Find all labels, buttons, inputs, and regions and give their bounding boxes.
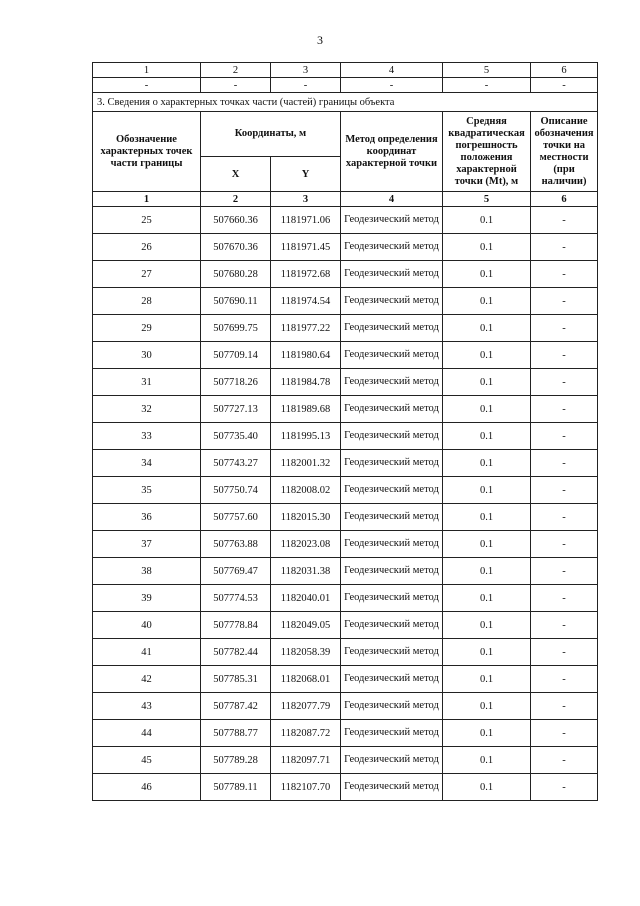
method-cell: Геодезический метод — [341, 261, 443, 288]
description-cell: - — [531, 450, 598, 477]
dash-cell: - — [271, 78, 341, 93]
x-coordinate: 507743.27 — [201, 450, 271, 477]
table-row — [93, 666, 598, 693]
table-row — [93, 558, 598, 585]
point-number: 30 — [93, 342, 201, 369]
method-cell: Геодезический метод — [341, 747, 443, 774]
description-cell: - — [531, 774, 598, 801]
section-title-row — [93, 93, 598, 112]
column-number: 4 — [341, 192, 443, 207]
error-cell: 0.1 — [443, 774, 531, 801]
error-cell: 0.1 — [443, 639, 531, 666]
x-coordinate: 507789.11 — [201, 774, 271, 801]
column-number: 5 — [443, 192, 531, 207]
x-coordinate: 507778.84 — [201, 612, 271, 639]
description-cell: - — [531, 477, 598, 504]
point-number: 34 — [93, 450, 201, 477]
point-number: 33 — [93, 423, 201, 450]
description-cell: - — [531, 720, 598, 747]
top-table-header-row — [93, 63, 598, 78]
x-coordinate: 507788.77 — [201, 720, 271, 747]
method-cell: Геодезический метод — [341, 315, 443, 342]
point-number: 27 — [93, 261, 201, 288]
y-coordinate: 1182049.05 — [271, 612, 341, 639]
error-cell: 0.1 — [443, 369, 531, 396]
point-number: 28 — [93, 288, 201, 315]
error-cell: 0.1 — [443, 315, 531, 342]
description-cell: - — [531, 315, 598, 342]
table-row — [93, 315, 598, 342]
error-cell: 0.1 — [443, 666, 531, 693]
table-row — [93, 720, 598, 747]
table-row — [93, 342, 598, 369]
description-cell: - — [531, 666, 598, 693]
column-numbers-row — [93, 192, 598, 207]
point-number: 29 — [93, 315, 201, 342]
table-row — [93, 423, 598, 450]
description-cell: - — [531, 207, 598, 234]
boundary-points-table — [92, 92, 598, 801]
error-cell: 0.1 — [443, 423, 531, 450]
y-coordinate: 1182001.32 — [271, 450, 341, 477]
table-row — [93, 531, 598, 558]
y-coordinate: 1182058.39 — [271, 639, 341, 666]
method-cell: Геодезический метод — [341, 720, 443, 747]
error-cell: 0.1 — [443, 693, 531, 720]
y-coordinate: 1181971.45 — [271, 234, 341, 261]
y-coordinate: 1182031.38 — [271, 558, 341, 585]
dash-cell: - — [443, 78, 531, 93]
table-row — [93, 396, 598, 423]
section-title: 3. Сведения о характерных точках части (частей) границы объекта — [93, 93, 598, 112]
error-cell: 0.1 — [443, 234, 531, 261]
method-cell: Геодезический метод — [341, 234, 443, 261]
method-cell: Геодезический метод — [341, 477, 443, 504]
method-cell: Геодезический метод — [341, 396, 443, 423]
description-cell: - — [531, 531, 598, 558]
error-cell: 0.1 — [443, 207, 531, 234]
description-cell: - — [531, 612, 598, 639]
x-coordinate: 507789.28 — [201, 747, 271, 774]
dash-cell: - — [341, 78, 443, 93]
method-cell: Геодезический метод — [341, 369, 443, 396]
x-coordinate: 507750.74 — [201, 477, 271, 504]
coordinates-header: Координаты, м — [201, 112, 341, 157]
error-cell: 0.1 — [443, 477, 531, 504]
error-cell: 0.1 — [443, 504, 531, 531]
column-number: 1 — [93, 192, 201, 207]
point-number: 36 — [93, 504, 201, 531]
x-coordinate: 507785.31 — [201, 666, 271, 693]
x-coordinate: 507787.42 — [201, 693, 271, 720]
column-number: 3 — [271, 192, 341, 207]
y-coordinate: 1182107.70 — [271, 774, 341, 801]
column-number: 2 — [201, 63, 271, 78]
description-cell: - — [531, 423, 598, 450]
description-cell: - — [531, 558, 598, 585]
table-row — [93, 612, 598, 639]
x-coordinate: 507735.40 — [201, 423, 271, 450]
method-cell: Геодезический метод — [341, 342, 443, 369]
point-number: 44 — [93, 720, 201, 747]
method-cell: Геодезический метод — [341, 531, 443, 558]
x-coordinate: 507718.26 — [201, 369, 271, 396]
description-cell: - — [531, 585, 598, 612]
method-cell: Геодезический метод — [341, 558, 443, 585]
page-number: 3 — [317, 33, 323, 47]
point-number: 42 — [93, 666, 201, 693]
column-number: 1 — [93, 63, 201, 78]
dash-cell: - — [201, 78, 271, 93]
y-coordinate: 1181989.68 — [271, 396, 341, 423]
description-cell: - — [531, 288, 598, 315]
description-cell: - — [531, 747, 598, 774]
error-cell: 0.1 — [443, 450, 531, 477]
point-number: 37 — [93, 531, 201, 558]
error-cell: 0.1 — [443, 720, 531, 747]
point-number: 39 — [93, 585, 201, 612]
table-row — [93, 774, 598, 801]
method-cell: Геодезический метод — [341, 585, 443, 612]
table-row — [93, 288, 598, 315]
top-table-dash-row — [93, 78, 598, 93]
point-number: 26 — [93, 234, 201, 261]
column-number: 4 — [341, 63, 443, 78]
method-cell: Геодезический метод — [341, 774, 443, 801]
table-row — [93, 585, 598, 612]
table-row — [93, 369, 598, 396]
point-number: 35 — [93, 477, 201, 504]
y-coordinate: 1182040.01 — [271, 585, 341, 612]
y-coordinate: 1181980.64 — [271, 342, 341, 369]
x-coordinate: 507727.13 — [201, 396, 271, 423]
description-cell: - — [531, 504, 598, 531]
error-cell: 0.1 — [443, 342, 531, 369]
table-row — [93, 747, 598, 774]
point-number: 41 — [93, 639, 201, 666]
method-cell: Геодезический метод — [341, 504, 443, 531]
x-coordinate: 507757.60 — [201, 504, 271, 531]
dash-cell: - — [93, 78, 201, 93]
table-row — [93, 693, 598, 720]
x-coordinate: 507680.28 — [201, 261, 271, 288]
column-number: 5 — [443, 63, 531, 78]
method-cell: Геодезический метод — [341, 423, 443, 450]
table-row — [93, 234, 598, 261]
method-cell: Геодезический метод — [341, 612, 443, 639]
point-number: 31 — [93, 369, 201, 396]
column-number: 6 — [531, 192, 598, 207]
table-row — [93, 477, 598, 504]
y-coordinate: 1181972.68 — [271, 261, 341, 288]
method-cell: Геодезический метод — [341, 207, 443, 234]
description-cell: - — [531, 639, 598, 666]
table-row — [93, 207, 598, 234]
error-cell: 0.1 — [443, 531, 531, 558]
description-cell: - — [531, 261, 598, 288]
error-cell: 0.1 — [443, 261, 531, 288]
error-cell: 0.1 — [443, 612, 531, 639]
y-coordinate: 1182097.71 — [271, 747, 341, 774]
y-coordinate: 1182087.72 — [271, 720, 341, 747]
y-coordinate: 1182008.02 — [271, 477, 341, 504]
point-number: 43 — [93, 693, 201, 720]
y-coordinate: 1181984.78 — [271, 369, 341, 396]
point-number: 25 — [93, 207, 201, 234]
y-coordinate: 1181995.13 — [271, 423, 341, 450]
error-cell: 0.1 — [443, 396, 531, 423]
table-row — [93, 639, 598, 666]
x-coordinate: 507774.53 — [201, 585, 271, 612]
y-coordinate: 1182015.30 — [271, 504, 341, 531]
table-row — [93, 504, 598, 531]
dash-cell: - — [531, 78, 598, 93]
point-number: 40 — [93, 612, 201, 639]
x-coordinate: 507670.36 — [201, 234, 271, 261]
x-coordinate: 507699.75 — [201, 315, 271, 342]
y-coordinate: 1181974.54 — [271, 288, 341, 315]
y-coordinate: 1182023.08 — [271, 531, 341, 558]
error-cell: 0.1 — [443, 288, 531, 315]
x-coordinate: 507709.14 — [201, 342, 271, 369]
method-cell: Геодезический метод — [341, 666, 443, 693]
top-table — [92, 62, 598, 93]
error-cell: 0.1 — [443, 747, 531, 774]
method-cell: Геодезический метод — [341, 639, 443, 666]
description-cell: - — [531, 396, 598, 423]
error-cell: 0.1 — [443, 558, 531, 585]
x-coordinate: 507782.44 — [201, 639, 271, 666]
y-coordinate: 1181977.22 — [271, 315, 341, 342]
method-cell: Геодезический метод — [341, 693, 443, 720]
y-coordinate: 1182077.79 — [271, 693, 341, 720]
x-coordinate: 507660.36 — [201, 207, 271, 234]
y-coordinate: 1182068.01 — [271, 666, 341, 693]
x-coordinate: 507769.47 — [201, 558, 271, 585]
header-row — [93, 112, 598, 157]
description-cell: - — [531, 234, 598, 261]
method-cell: Геодезический метод — [341, 288, 443, 315]
description-cell: - — [531, 693, 598, 720]
designation-header: Обозначение характерных точек части границы — [93, 112, 201, 192]
table-row — [93, 450, 598, 477]
point-number: 32 — [93, 396, 201, 423]
description-cell: - — [531, 342, 598, 369]
error-header: Средняя квадратическая погрешность положения характерной точки (Mt), м — [443, 112, 531, 192]
column-number: 3 — [271, 63, 341, 78]
method-cell: Геодезический метод — [341, 450, 443, 477]
x-coordinate: 507763.88 — [201, 531, 271, 558]
table-row — [93, 261, 598, 288]
point-number: 46 — [93, 774, 201, 801]
column-number: 2 — [201, 192, 271, 207]
x-header: X — [201, 157, 271, 192]
method-header: Метод определения координат характерной точки — [341, 112, 443, 192]
point-number: 38 — [93, 558, 201, 585]
y-coordinate: 1181971.06 — [271, 207, 341, 234]
x-coordinate: 507690.11 — [201, 288, 271, 315]
y-header: Y — [271, 157, 341, 192]
description-cell: - — [531, 369, 598, 396]
point-number: 45 — [93, 747, 201, 774]
error-cell: 0.1 — [443, 585, 531, 612]
description-header: Описание обозначения точки на местности (при наличии) — [531, 112, 598, 192]
column-number: 6 — [531, 63, 598, 78]
